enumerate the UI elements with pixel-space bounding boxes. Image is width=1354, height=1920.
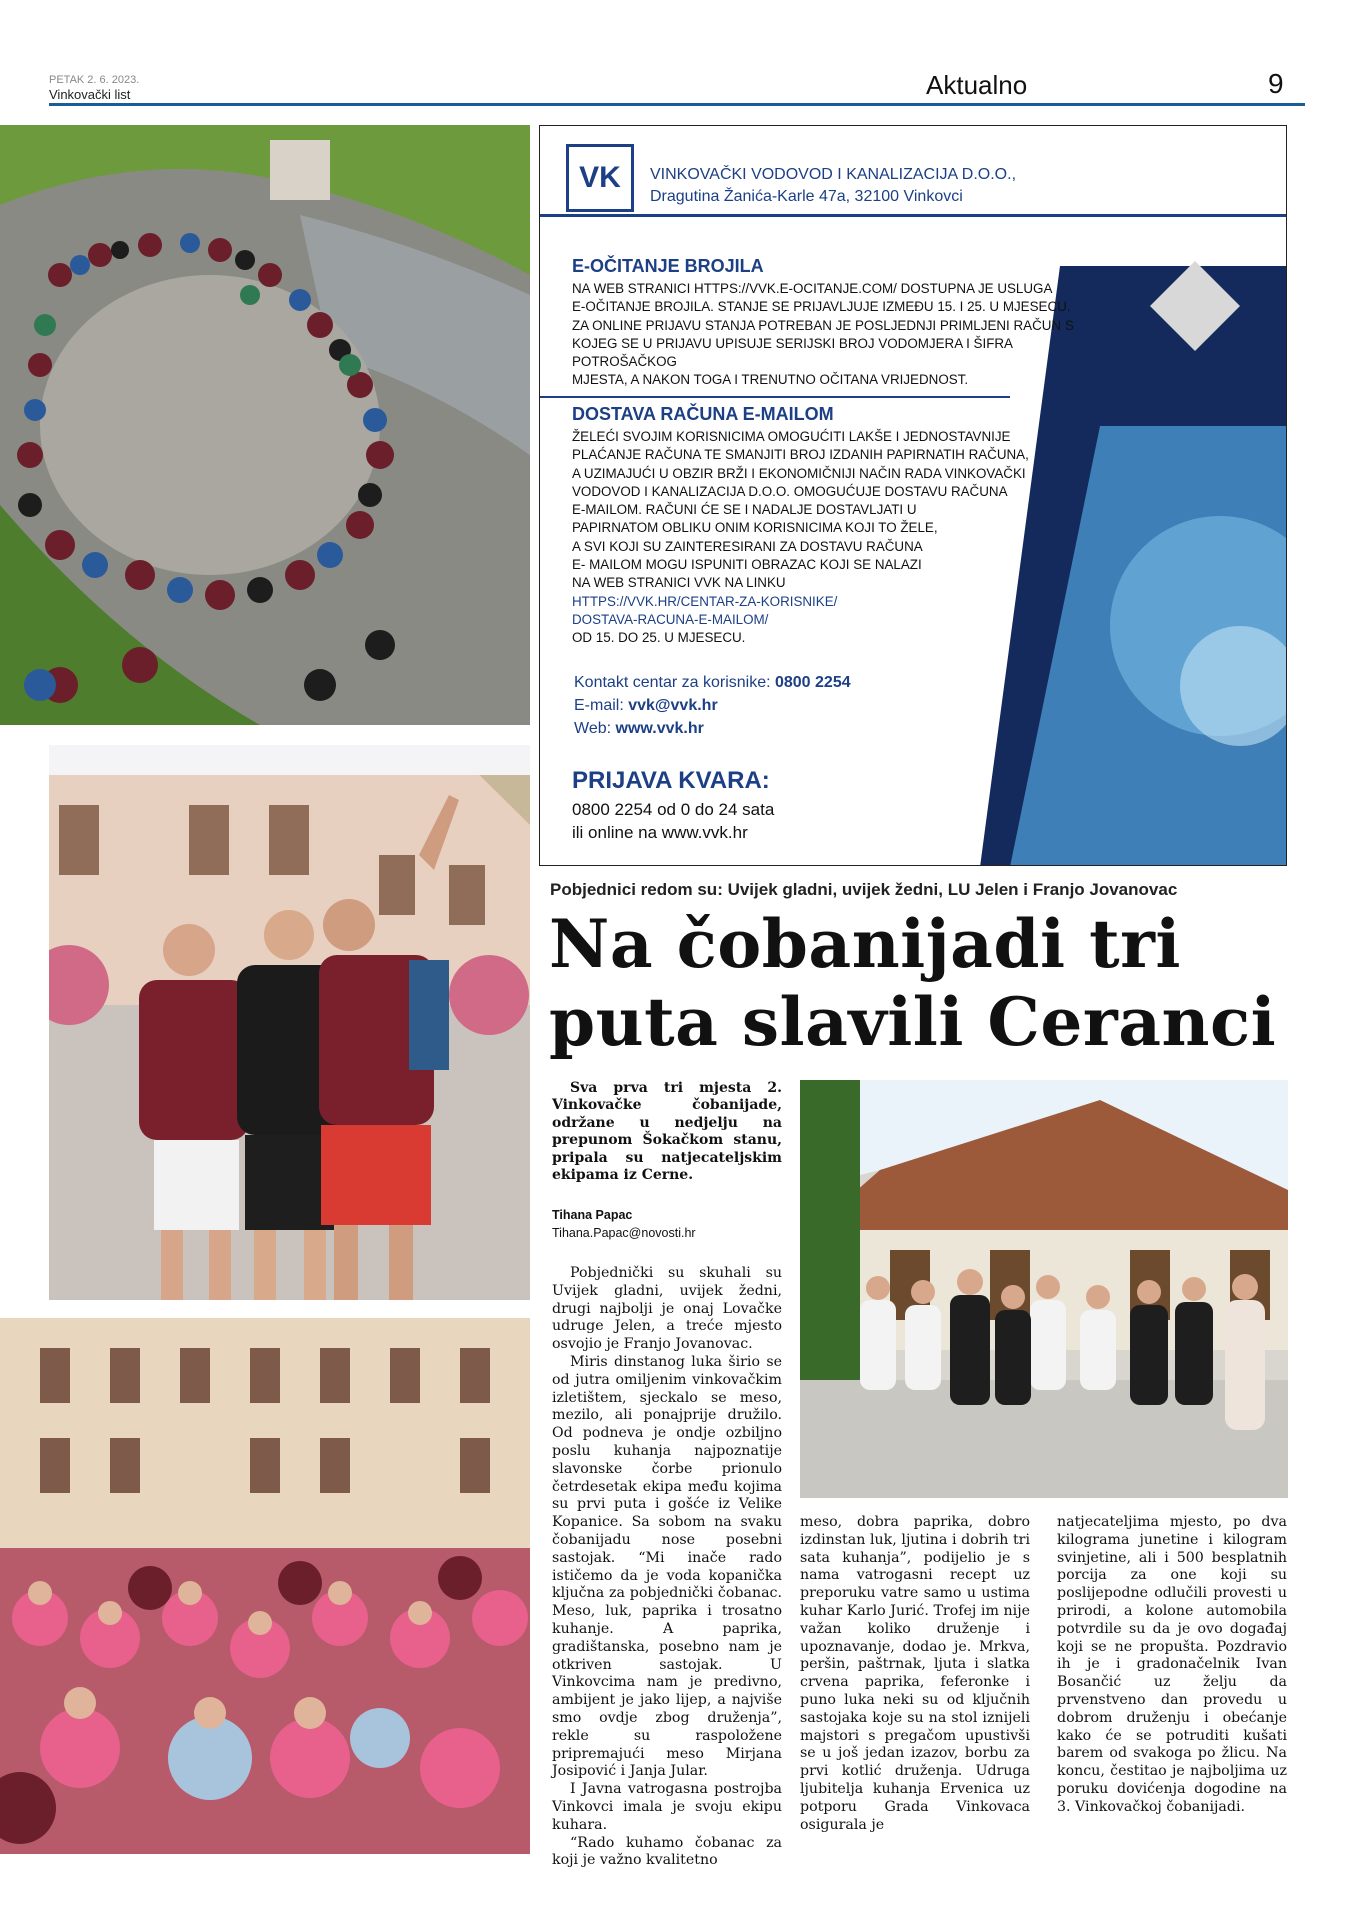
ad-company-address: Dragutina Žanića-Karle 47a, 32100 Vinkovci	[650, 188, 963, 205]
ad-link-line2[interactable]: DOSTAVA-RACUNA-E-MAILOM/	[572, 611, 769, 627]
article-column-1: Pobjednički su skuhali su Uvijek gladni, uvijek žedni, drugi najbolji je onaj Lovačke udruge Jelen, a treće mjesto osvojio je Franjo Jovanovac. Miris dinstanog luka širio se od jutra omiljenim vinkovačkim izletištem, sjeckalo se meso, mezilo, ali ponajprije družilo. Od podneva je ondje ozbiljno poslu kuhanja najpoznatije slavonske čorbe prionulo četrdesetak ekipa među kojima su prvi puta i gošće iz Velike Kopanice. Sa sobom na svaku čobanijadu nose posebni sastojak. “Mi inače rado ističemo da je voda kopanička ključna za pobjednički čobanac. Meso, luk, paprika i trosatno kuhanje. A paprika, gradištanska, posebno nam je otkriven sastojak. U Vinkovcima nam je predivno, ambijent je jako lijep, a najviše smo ovdje zbog druženja”, rekle su raspoložene pripremajući meso Mirjana Josipović i Janja Jular. I Javna vatrogasna postrojba Vinkovci imala je svoju ekipu kuhara. “Rado kuhamo čobanac za koji je važno kvalitetno	[552, 1265, 782, 1869]
ad-web[interactable]: www.vvk.hr	[615, 720, 704, 737]
photo-crowd-pink	[0, 1318, 530, 1854]
ad-contacts: Kontakt centar za korisnike: 0800 2254 E-mail: vvk@vvk.hr Web: www.vvk.hr	[574, 674, 851, 737]
ad-e-reading-text: NA WEB STRANICI HTTPS://VVK.E-OCITANJE.COM/ DOSTUPNA JE USLUGA E-OČITANJE BROJILA. STANJE SE PRIJAVLJUJE IZMEĐU 15. I 25. U MJESECU. ZA ONLINE PRIJAVU STANJA POTREBAN JE POSLJEDNJI PRIMLJENI RAČUN S KOJEG SE U PRIJAVU UPISUJE SERIJSKI BROJ VODOMJERA I ŠIFRA POTROŠAČKOG MJESTA, A NAKON TOGA I TRENUTNO OČITANA VRIJEDNOST.	[572, 281, 1074, 388]
ad-company-name: VINKOVAČKI VODOVOD I KANALIZACIJA D.O.O.,	[650, 166, 1017, 183]
article-kicker: Pobjednici redom su: Uvijek gladni, uvijek žedni, LU Jelen i Franjo Jovanovac	[550, 880, 1178, 899]
ad-fault-text: 0800 2254 od 0 do 24 sata ili online na www.vvk.hr	[572, 800, 775, 842]
ad-link-line1[interactable]: HTTPS://VVK.HR/CENTAR-ZA-KORISNIKE/	[572, 593, 838, 609]
photo-three-men	[49, 745, 530, 1300]
article-column-2: meso, dobra paprika, dobro izdinstan luk, ljutina i dobrih tri sata kuhanja”, podijelio je s nama vatrogasni recept uz preporuku vatre samo u ustima kuhar Karlo Jurić. Trofej im nije važan koliko druženje i upoznavanje, dodao je. Mrkva, peršin, paštrnak, ljuta i slatka crvena paprika, feferonke i puno luka neki su od ključnih sastojaka koje su na stol iznijeli majstori s pregačom upustivši se u još jedan izazov, borbu za prvi kotlić druženja. Udruga ljubitelja kuhanja Ervenica uz potporu Grada Vinkovaca osigurala je	[800, 1514, 1030, 1833]
article-author: Tihana Papac	[552, 1208, 633, 1222]
ad-fault-title: PRIJAVA KVARA:	[572, 767, 770, 794]
ad-email[interactable]: vvk@vvk.hr	[628, 697, 718, 714]
vvk-advertisement	[539, 125, 1287, 866]
ad-email-bill-text: ŽELEĆI SVOJIM KORISNICIMA OMOGUĆITI LAKŠE I JEDNOSTAVNIJE PLAĆANJE RAČUNA TE SMANJITI BROJ IZDANIH PAPIRNATIH RAČUNA, A UZIMAJUĆI U OBZIR BRŽI I EKONOMIČNIJI NAČIN RADA VINKOVAČKI VODOVOD I KANALIZACIJA D.O.O. OMOGUĆUJE DOSTAVU RAČUNA E-MAILOM. RAČUNI ĆE SE I NADALJE DOSTAVLJATI U PAPIRNATOM OBLIKU ONIM KORISNICIMA KOJI TO ŽELE, A SVI KOJI SU ZAINTERESIRANI ZA DOSTAVU RAČUNA E- MAILOM MOGU ISPUNITI OBRAZAC KOJI SE NALAZI NA WEB STRANICI VVK NA LINKU HTTPS://VVK.HR/CENTAR-ZA-KORISNIKE/ DOSTAVA-RACUNA-E-MAILOM/ OD 15. DO 25. U MJESECU.	[572, 428, 1092, 648]
newspaper-name: Vinkovački list	[49, 87, 131, 102]
photo-crowd-circle	[0, 125, 530, 725]
page-number: 9	[1268, 68, 1284, 99]
ad-e-reading-title: E-OČITANJE BROJILA	[572, 256, 764, 276]
ad-contact-phone: 0800 2254	[774, 674, 851, 691]
section-title: Aktualno	[926, 70, 1028, 100]
issue-date: PETAK 2. 6. 2023.	[49, 74, 140, 86]
ad-email-bill-title: DOSTAVA RAČUNA E-MAILOM	[572, 404, 834, 424]
article-headline: Na čobanijadi tri puta slavili Ceranci	[549, 905, 1277, 1061]
article-author-email: Tihana.Papac@novosti.hr	[552, 1226, 696, 1240]
header-rule	[49, 103, 1305, 106]
article-column-3: natjecateljima mjesto, po dva kilograma junetine i kilogram svinjetine, ali i 500 besplatnih porcija za one koji su poslijepodne odlučili provesti u prirodi, a kolone automobila potvrdile su da je ovo događaj koji se ne propušta. Pozdravio ih je i gradonačelnik Ivan Bosančić uz želju da prvenstveno dan provedu u dobrom druženju i obećanje kako će se potruditi kušati barem od svakoga po žlicu. Na koncu, čestitao je najboljima uz poruku dovićenja dogodine na 3. Vinkovačkoj čobanijadi.	[1057, 1514, 1287, 1815]
vvk-logo: VK	[566, 144, 634, 212]
photo-winners-group	[800, 1080, 1288, 1498]
article-lead: Sva prva tri mjesta 2. Vinkovačke čobanijade, održane u nedjelju na prepunom Šokačkom stanu, pripala su natjecateljskim ekipama iz Cerne.	[552, 1080, 782, 1184]
